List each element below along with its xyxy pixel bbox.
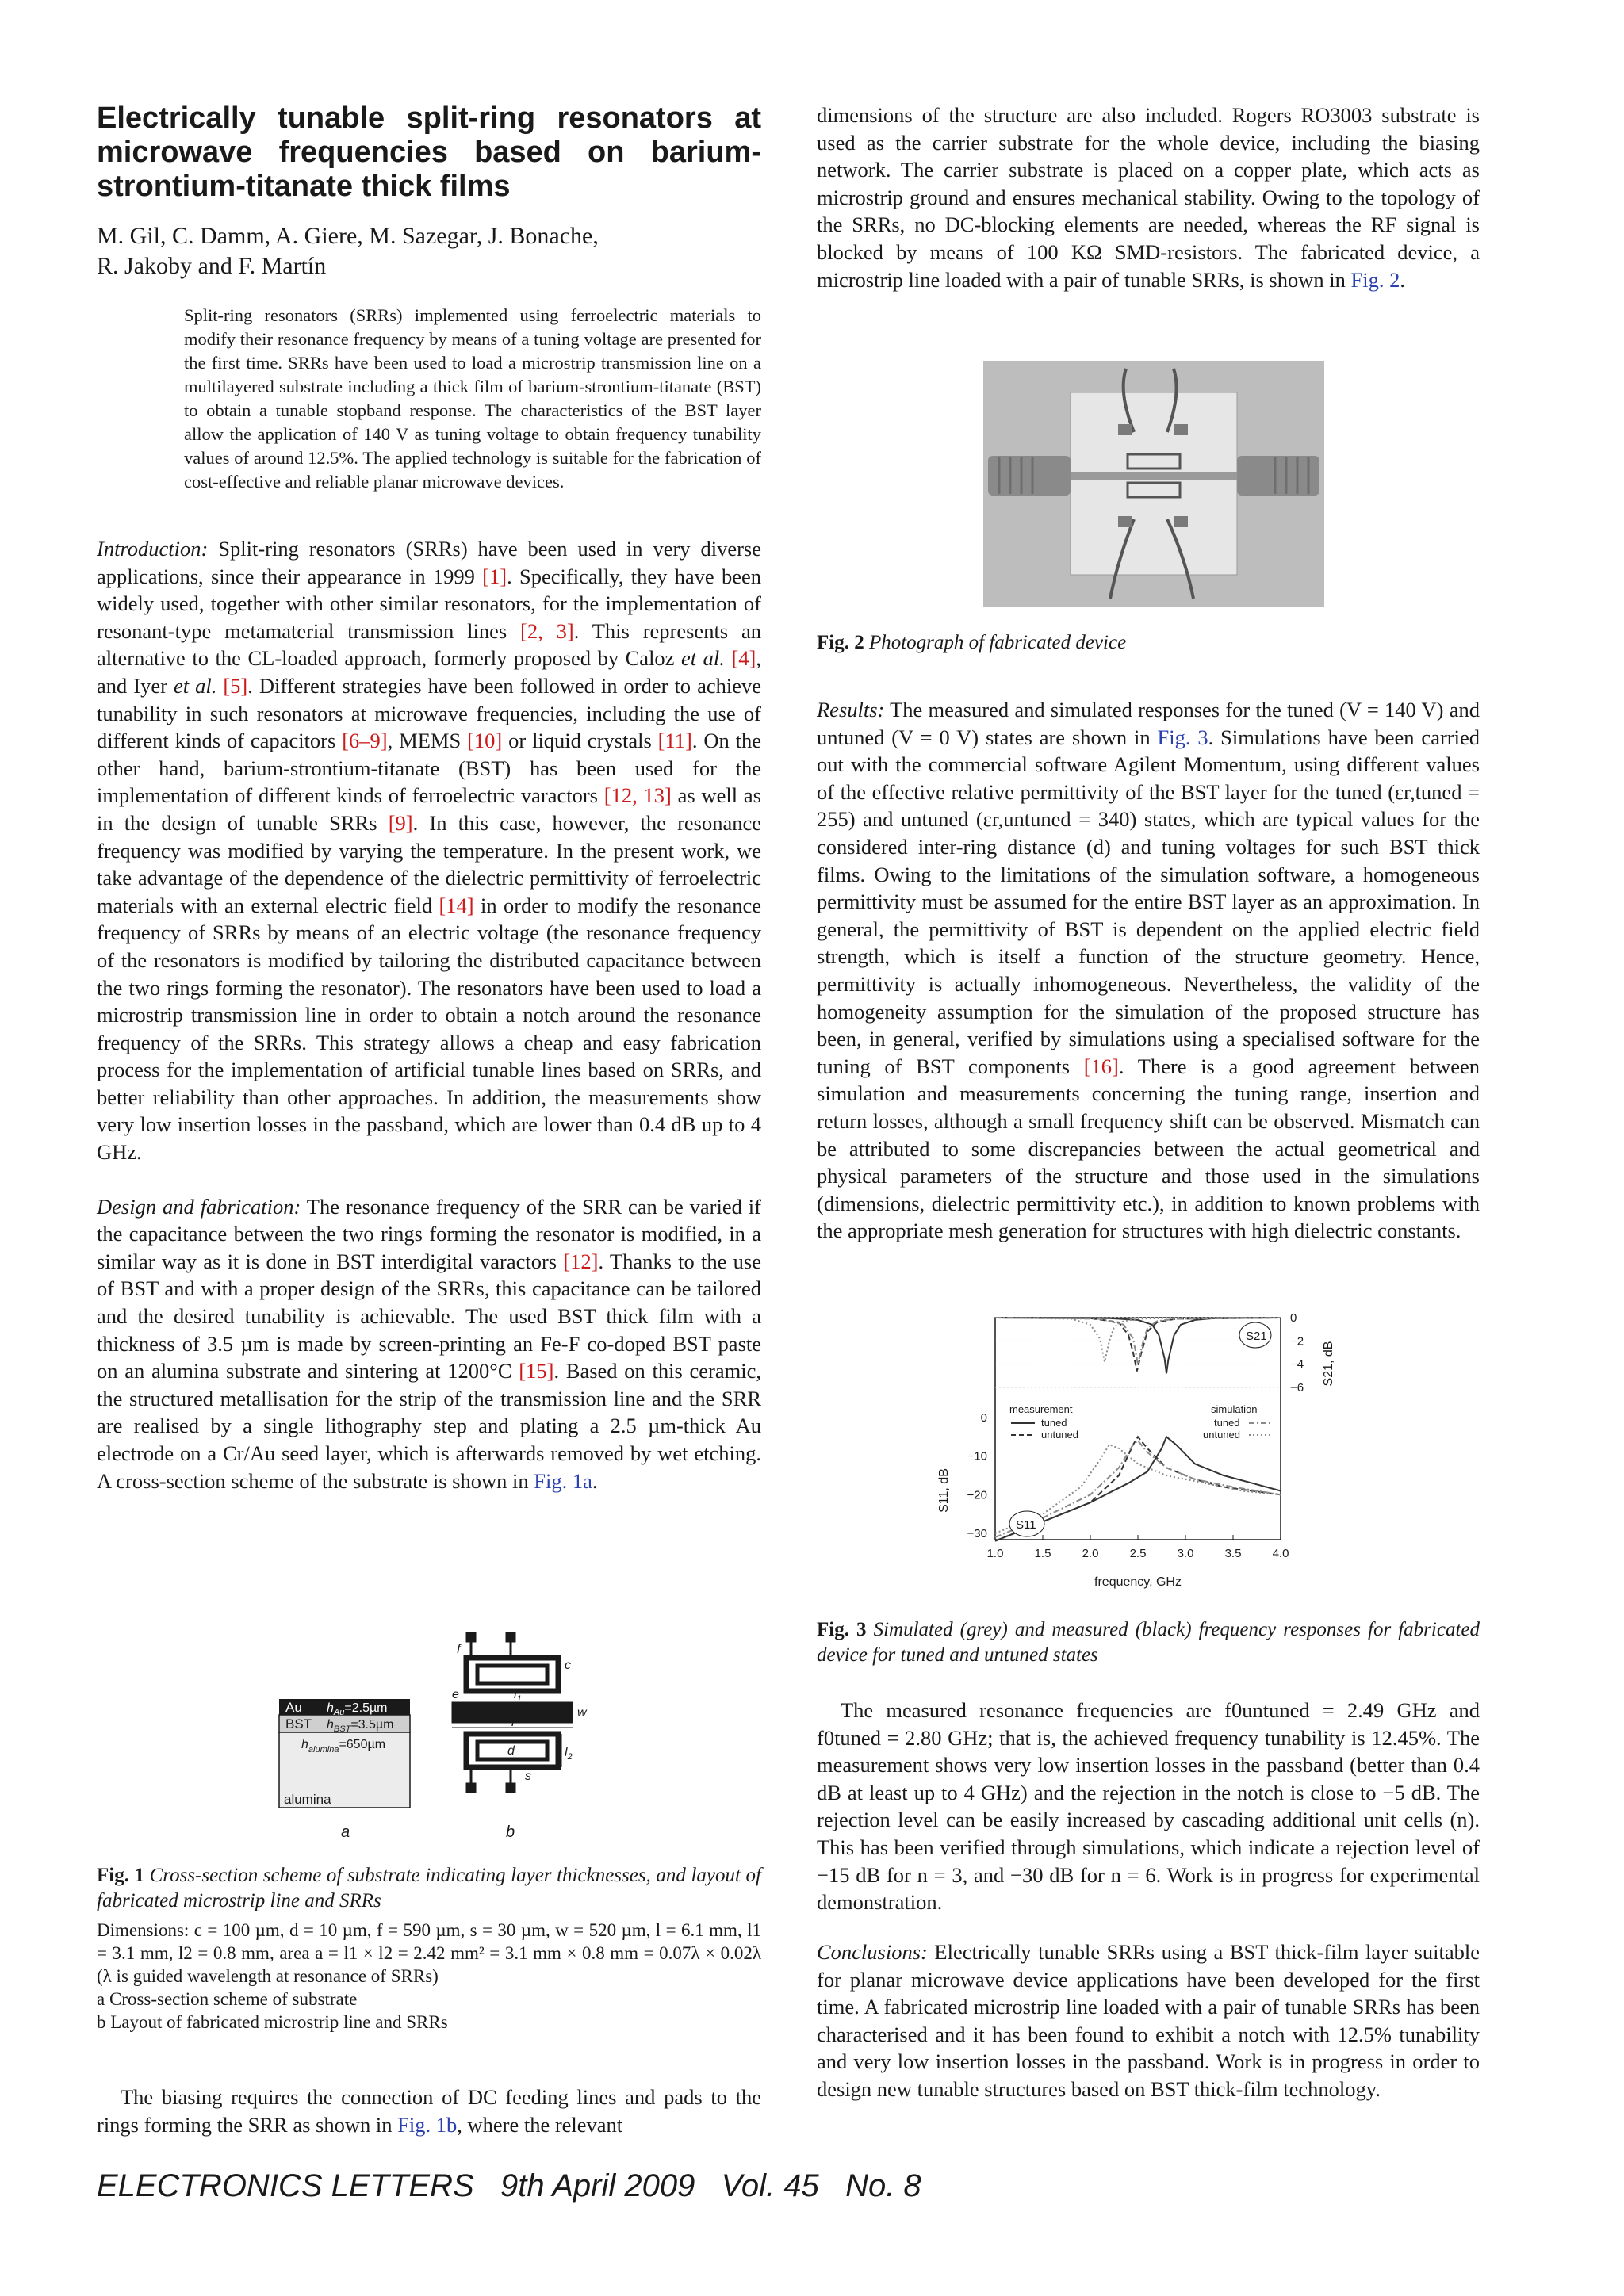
right-column-top: dimensions of the structure are also included. Rogers RO3003 substrate is used as the carrier substrate for the whole device, including the biasing network. The carrier substrate is placed on a copper plate, which acts as microstrip ground and ensures mechanical stability. Owing to the topology of the SRRs, no DC-blocking elements are needed, whereas the RF signal is blocked by means of 100 KΩ SMD-resistors. The fabricated device, a microstrip line loaded with a pair of tunable SRRs, is shown in Fig. 2. [817,103,1480,292]
left-column [97,101,761,1494]
citation-link[interactable]: [5] [223,673,248,698]
legend-sim-tuned: tuned [1214,1417,1240,1429]
x-tick-label: 3.0 [1177,1547,1194,1560]
x-tick-label: 1.5 [1034,1547,1051,1560]
svg-text:l2: $l_2$ [565,1746,573,1762]
paper-title: Electrically tunable split-ring resonators at microwave frequencies based on barium-strontium-titanate thick films [97,101,761,203]
authors-line-1: M. Gil, C. Damm, A. Giere, M. Sazegar, J. Bonache, [97,223,599,249]
citation-link[interactable]: [4] [731,646,756,671]
abstract: Split-ring resonators (SRRs) implemented using ferroelectric materials to modify their resonance frequency by means of a tuning voltage are presented for the first time. SRRs have been used to load a microstrip transmission line on a multilayered substrate including a thick film of barium-strontium-titanate (BST) to obtain a tunable stopband response. The characteristics of the BST layer allow the application of 140 V as tuning voltage to obtain frequency tunability values of around 12.5%. The applied technology is suitable for the fabrication of cost-effective and reliable planar microwave devices. [184,305,761,492]
series-s21-measured-tuned [995,1318,1281,1373]
citation-link[interactable]: [10] [467,729,503,753]
s21-tick-label: −4 [1290,1357,1304,1372]
x-tick-label: 2.5 [1129,1547,1147,1560]
figure-1-number: Fig. 1 [97,1865,145,1886]
s11-tick-label: −30 [967,1527,987,1540]
s21-tick-label: −2 [1290,1334,1304,1349]
figure-3-title: Simulated (grey) and measured (black) frequency responses for fabricated device for tuned and untuned states [817,1619,1480,1666]
legend-measurement: measurement [1009,1403,1073,1415]
series-s21-simulated-untuned [995,1318,1281,1362]
design-paragraph: Design and fabrication: The resonance frequency of the SRR can be varied if the capacitance between the two rings forming the resonator is modified, in a similar way as it is done in BST interdigital varactors [12]. Thanks to the use of BST and with a proper design of the SRRs, this capacitance can be tailored and the desired tunability is achievable. The used BST thick film with a thickness of 3.5 µm is made by screen-printing an Fe-F co-doped BST paste on an alumina substrate and sintering at 1200°C [15]. Based on this ceramic, the structured metallisation for the strip of the transmission line and the SRR are realised by a single lithography step and plating a 2.5 µm-thick Au electrode on a Cr/Au seed layer, which is afterwards removed by wet etching. A cross-section scheme of the substrate is shown in Fig. 1a. [97,1194,761,1493]
introduction-paragraph: Introduction: Split-ring resonators (SRRs) have been used in very diverse applications, since their appearance in 1999 [1]. Specifically, they have been widely used, together with other similar resonators, for the implementation of resonant-type metamaterial transmission lines [2, 3]. This represents an alternative to the CL-loaded approach, formerly proposed by Caloz et al. [4], and Iyer et al. [5]. Different strategies have been followed in order to achieve tunability in such resonators at microwave frequencies, including the use of different kinds of capacitors [6–9], MEMS [10] or liquid crystals [11]. On the other hand, barium-strontium-titanate (BST) has been used for the implementation of different kinds of ferroelectric varactors [12, 13] as well as in the design of tunable SRRs [9]. In this case, however, the resonance frequency was modified by varying the temperature. In the present work, we take advantage of the dependence of the dielectric permittivity of ferroelectric materials with an external electric field [14] in order to modify the resonance frequency of SRRs by means of an electric voltage (the resonance frequency of the resonators is modified by tailoring the distributed capacitance between the two rings forming the resonator). The resonators have been used to load a microstrip transmission line in order to obtain a notch around the resonance frequency of the SRRs. This strategy allows a cheap and easy fabrication process for the implementation of artificial tunable lines based on SRRs, and better reliability than other approaches. In addition, the measurements show very low insertion losses in the passband, which are lower than 0.4 dB up to 4 GHz. [97,537,762,1165]
introduction-heading: Introduction: [97,537,209,561]
au-label: Au [285,1700,302,1715]
results-heading: Results: [817,698,885,721]
figure-1-title: Cross-section scheme of substrate indicating layer thicknesses, and layout of fabricated microstrip line and SRRs [97,1865,761,1911]
results-paragraph: Results: The measured and simulated responses for the tuned (V = 140 V) and untuned (V = 0 V) states are shown in Fig. 3. Simulations have been carried out with the commercial software Agilent Momentum, using different values of the effective relative permittivity of the BST layer for the tuned (εr,tuned = 255) and untuned (εr,untuned = 340) states, which are typical values for the considered inter-ring distance (d) and tuning voltages for such BST thick films. Owing to the limitations of the simulation software, a homogeneous permittivity must be assumed for the entire BST layer as an approximation. In general, the permittivity of BST is dependent on the applied electric field strength, which is itself a function of the structure geometry. Hence, permittivity is actually inhomogeneous. Nevertheless, the validity of the homogeneity assumption for the simulation of the proposed structure has been, in general, verified by simulations using a specialised software for the tuning of BST components [16]. There is a good agreement between simulation and measurements concerning the tuning range, insertion and return losses, although a small frequency shift can be observed. Mismatch can be attributed to some discrepancies between the actual geometrical and physical parameters of the structure and those used in the simulations (dimensions, dielectric permittivity etc.), in addition to known problems with the appropriate mesh generation for structures with high dielectric constants. [817,698,1480,1243]
conclusions-heading: Conclusions: [817,1940,928,1964]
svg-text:w: w [577,1706,587,1720]
s11-tick-label: −20 [967,1488,987,1502]
svg-text:s: s [525,1770,531,1783]
s21-tick-label: 0 [1290,1311,1297,1325]
conclusions-paragraph: Conclusions: Electrically tunable SRRs using a BST thick-film layer suitable for planar microwave device applications have been developed for the first time. A fabricated microstrip line loaded with a pair of tunable SRRs has been characterised and it has been found to exhibit a notch with 12.5% tunability and very low insertion losses in the passband. Work is in progress in order to design new tunable structures based on BST thick-film technology. [817,1940,1480,2101]
biasing-paragraph: The biasing requires the connection of DC feeding lines and pads to the rings forming the SRR as shown in Fig. 1b, where the relevant [97,2085,761,2137]
legend-tuned: tuned [1041,1417,1067,1429]
svg-text:f: f [457,1643,461,1656]
svg-text:l1: $l_1$ [514,1688,522,1704]
citation-link[interactable]: [12, 13] [603,783,672,808]
svg-text:d: d [508,1744,515,1758]
measured-paragraph: The measured resonance frequencies are f0untuned = 2.49 GHz and f0tuned = 2.80 GHz; that is, the achieved frequency tunability is 12.45%. The measurement shows very low insertion losses in the passband (better than 0.4 dB at least up to 4 GHz) and the rejection in the notch is close to −5 dB. The rejection level can be easily increased by cascading additional unit cells (n). This has been verified through simulations, which indicate a rejection level of −15 dB for n = 3, and −30 dB for n = 6. Work is in progress for experimental demonstration. [817,1698,1480,1915]
svg-text:l: l [511,1716,515,1729]
sma-connector-left [988,456,1071,496]
figure-3-number: Fig. 3 [817,1619,867,1640]
figure-1-dimensions: Dimensions: c = 100 µm, d = 10 µm, f = 590 µm, s = 30 µm, w = 520 µm, l = 6.1 mm, l1 = 3.1 mm, l2 = 0.8 mm, area a = l1 × l2 = 2.42 mm² = 3.1 mm × 0.8 mm = 0.07λ × 0.02λ (λ is guided wavelength at resonance of SRRs) [97,1920,761,1986]
citation-link[interactable]: [16] [1083,1054,1119,1078]
sma-connector-right [1237,456,1320,496]
citation-link[interactable]: [14] [439,893,474,917]
subfigure-b-label: b [506,1823,515,1841]
figure-2-number: Fig. 2 [817,632,864,653]
s11-tick-label: 0 [980,1411,987,1425]
figure-1-drawing [238,1621,682,1851]
x-tick-label: 4.0 [1272,1547,1289,1560]
s21-tick-label: −6 [1290,1381,1304,1395]
citation-link[interactable]: [6–9] [342,729,388,753]
figure-1-sub-b: b Layout of fabricated microstrip line and SRRs [97,2012,448,2032]
s21-callout-label: S21 [1246,1330,1267,1343]
y-axis-title-left: S11, dB [937,1468,951,1513]
figure-1-caption [97,1863,761,2034]
figure-1 [238,1621,682,1851]
author-list [97,221,761,281]
h-alumina-label: $h_{alumina}=650\mu m$ [301,1738,386,1755]
figure-2-caption [817,630,1480,656]
figure-2-photo [983,361,1324,607]
citation-link[interactable]: [1] [482,564,508,588]
design-heading: Design and fabrication: [97,1194,301,1219]
legend-untuned: untuned [1041,1429,1078,1441]
y-axis-title-right: S21, dB [1322,1341,1335,1387]
authors-line-2: R. Jakoby and F. Martín [97,253,327,279]
h-au-label: $h_{Au}=2.5\mu m$ [327,1701,388,1717]
citation-link[interactable]: [11] [657,729,692,753]
figure-3-caption [817,1617,1480,1668]
srr-layout [452,1632,573,1793]
x-tick-label: 2.0 [1082,1547,1099,1560]
citation-link[interactable]: [9] [388,810,413,835]
s11-tick-label: −10 [967,1449,987,1464]
citation-link[interactable]: [15] [519,1359,554,1383]
legend-simulation: simulation [1211,1403,1258,1415]
figure-link[interactable]: Fig. 2 [1350,267,1400,292]
s-parameter-chart [932,1300,1360,1601]
s11-callout-label: S11 [1016,1518,1036,1532]
figure-1-sub-a: a Cross-section scheme of substrate [97,1989,358,2009]
legend-sim-untuned: untuned [1203,1429,1240,1441]
citation-link[interactable]: [12] [563,1249,599,1273]
legend [1009,1403,1271,1441]
figure-2-title: Photograph of fabricated device [868,632,1127,653]
device-photo [983,361,1324,607]
microstrip-line [1071,472,1237,480]
svg-text:e: e [452,1688,459,1701]
figure-link[interactable]: Fig. 3 [1157,725,1208,749]
x-axis-title: frequency, GHz [1094,1575,1182,1589]
figure-link[interactable]: Fig. 1b [397,2112,458,2137]
x-tick-label: 3.5 [1224,1547,1242,1560]
alumina-label: alumina [284,1792,331,1807]
figure-link[interactable]: Fig. 1a [534,1468,592,1493]
h-bst-label: $h_{BST}=3.5\mu m$ [327,1718,394,1734]
subfigure-a-label: a [341,1823,350,1841]
citation-link[interactable]: [2, 3] [520,618,574,643]
x-tick-label: 1.0 [986,1547,1004,1560]
svg-text:c: c [565,1659,571,1672]
journal-footer: ELECTRONICS LETTERS 9th April 2009 Vol. 45 No. 8 [97,2168,921,2203]
figure-3-chart [932,1300,1360,1601]
bst-label: BST [285,1716,312,1732]
